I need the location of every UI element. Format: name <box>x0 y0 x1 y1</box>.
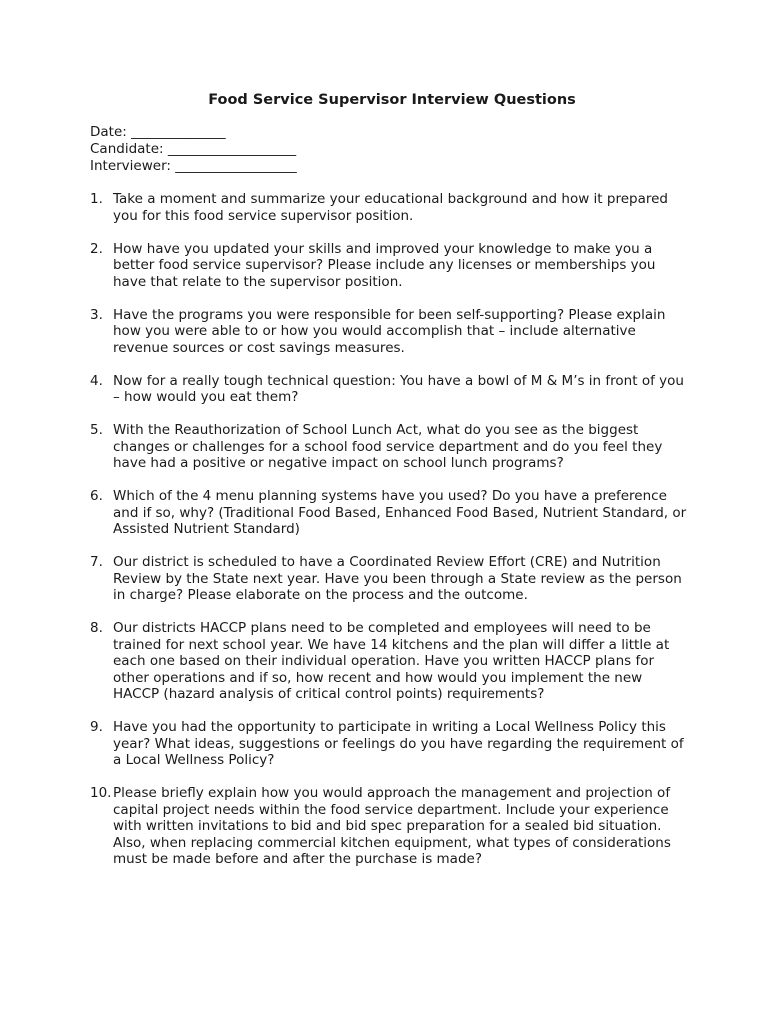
question-text: Our districts HACCP plans need to be completed and employees will need to be trained for next school year. We have 14 kitchens and the plan will differ a little at each one based on their individual operation. Have you written HACCP plans for other operations and if so, how recent and how would you implement the new HACCP (hazard analysis of critical control points) requirements? <box>113 620 670 702</box>
question-number: 9. <box>90 719 103 735</box>
question-item <box>90 191 690 224</box>
interviewer-field: Interviewer: __________________ <box>90 158 297 174</box>
question-item <box>90 307 690 357</box>
question-item <box>90 373 690 406</box>
question-text: Which of the 4 menu planning systems have you used? Do you have a preference and if so, why? (Traditional Food Based, Enhanced Food Based, Nutrient Standard, or Assisted Nutrient Standard) <box>113 488 687 537</box>
question-number: 5. <box>90 422 103 438</box>
question-item <box>90 554 690 604</box>
question-number: 4. <box>90 372 103 389</box>
question-item <box>90 241 690 291</box>
question-text: Our district is scheduled to have a Coordinated Review Effort (CRE) and Nutrition Review by the State next year. Have you been through a State review as the person in charge? Please elaborate on the process and the outcome. <box>113 554 682 603</box>
question-item <box>90 620 690 703</box>
question-item <box>90 785 690 868</box>
question-number: 6. <box>90 488 103 504</box>
question-number: 2. <box>90 240 103 257</box>
question-item <box>90 488 690 538</box>
question-text: Take a moment and summarize your educational background and how it prepared you for this food service supervisor position. <box>113 191 668 224</box>
date-field: Date: ______________ <box>90 124 226 140</box>
document-page <box>90 92 690 884</box>
question-text: How have you updated your skills and improved your knowledge to make you a better food service supervisor? Please include any licenses or memberships you have that relate to the supervisor position. <box>113 240 656 290</box>
question-list <box>90 191 690 868</box>
question-number: 3. <box>90 306 103 323</box>
question-number: 7. <box>90 554 103 570</box>
question-item <box>90 719 690 769</box>
question-item <box>90 422 690 472</box>
interview-fields <box>90 124 690 175</box>
question-text: With the Reauthorization of School Lunch Act, what do you see as the biggest changes or challenges for a school food service department and do you feel they have had a positive or negative impact on school lunch programs? <box>113 422 663 471</box>
question-text: Have you had the opportunity to participate in writing a Local Wellness Policy this year? What ideas, suggestions or feelings do you have regarding the requirement of a Local Wellness Policy? <box>113 719 684 768</box>
document-title: Food Service Supervisor Interview Questions <box>208 92 576 108</box>
question-text: Please briefly explain how you would approach the management and projection of capital project needs within the food service department. Include your experience with written invitations to bid and bid spec preparation for a sealed bid situation. Also, when replacing commercial kitchen equipment, what types of considerations must be made before and after the purchase is made? <box>113 785 671 867</box>
candidate-field: Candidate: ___________________ <box>90 141 297 157</box>
question-number: 10. <box>90 785 112 801</box>
question-text: Now for a really tough technical question: You have a bowl of M & M’s in front of you – how would you eat them? <box>113 372 684 405</box>
question-number: 8. <box>90 620 103 636</box>
question-text: Have the programs you were responsible for been self-supporting? Please explain how you were able to or how you would accomplish that – include alternative revenue sources or cost savings measures. <box>113 306 666 356</box>
question-number: 1. <box>90 191 103 207</box>
